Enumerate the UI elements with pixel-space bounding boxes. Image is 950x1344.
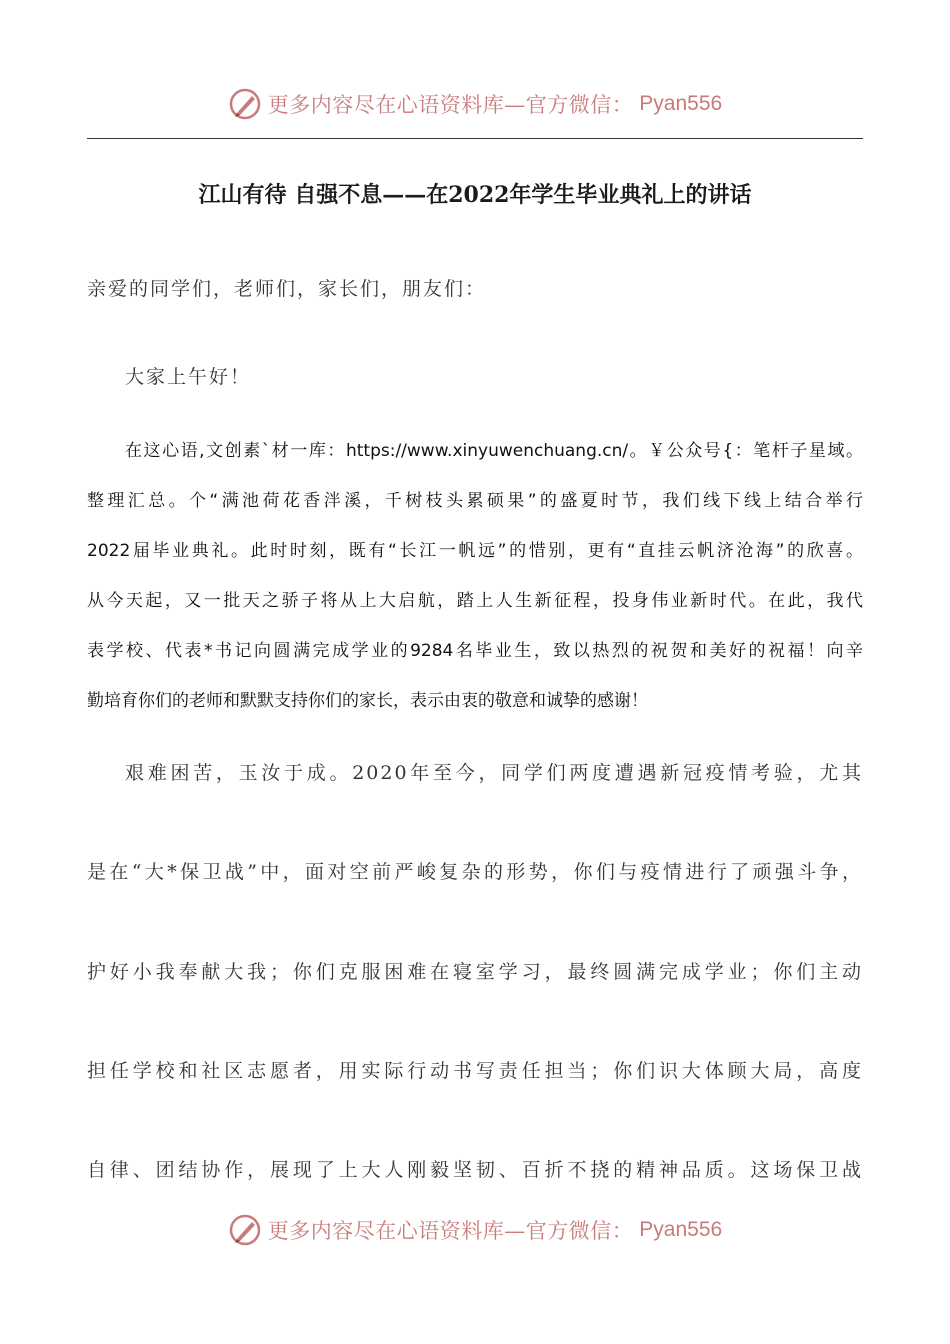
paragraph1-line: 在这心语,文创素`材一库：https://www.xinyuwenchuang.cn/。￥公众号{：笔杆子星域。 [125, 441, 863, 461]
paragraph2-line: 自律、团结协作，展现了上大人刚毅坚韧、百折不挠的精神品质。这场保卫战 [87, 1159, 863, 1181]
footer-banner-text: 更多内容尽在心语资料库—官方微信： [267, 1219, 634, 1243]
paragraph1-line: 勤培育你们的老师和默默支持你们的家长，表示由衷的敬意和诚挚的感谢！ [87, 691, 648, 711]
greeting: 大家上午好！ [125, 366, 252, 388]
header-wechat-id: Pyan556 [639, 92, 723, 115]
header-banner-text: 更多内容尽在心语资料库—官方微信： [267, 93, 634, 117]
header-divider [87, 138, 863, 139]
salutation: 亲爱的同学们，老师们，家长们，朋友们： [87, 278, 487, 300]
paragraph1-line: 2022届毕业典礼。此时时刻，既有“长江一帆远”的惜别，更有“直挂云帆济沧海”的欣喜。 [87, 541, 863, 561]
paragraph2-line: 担任学校和社区志愿者，用实际行动书写责任担当；你们识大体顾大局，高度 [87, 1060, 863, 1082]
paragraph1-line: 整理汇总。个“满池荷花香泮溪，千树枝头累硕果”的盛夏时节，我们线下线上结合举行 [87, 491, 863, 511]
paragraph1-line: 表学校、代表*书记向圆满完成学业的9284名毕业生，致以热烈的祝贺和美好的祝福！向辛 [87, 641, 863, 661]
pen-logo-icon [228, 87, 262, 121]
page-title: 江山有待 自强不息——在2022年学生毕业典礼上的讲话 [198, 182, 752, 208]
footer-banner [0, 1210, 950, 1250]
paragraph2-line: 艰难困苦，玉汝于成。2020年至今，同学们两度遭遇新冠疫情考验，尤其 [125, 762, 863, 784]
footer-wechat-id: Pyan556 [639, 1218, 723, 1241]
pen-logo-icon [228, 1213, 262, 1247]
paragraph2-line: 护好小我奉献大我；你们克服困难在寝室学习，最终圆满完成学业；你们主动 [87, 961, 863, 983]
header-banner [0, 84, 950, 124]
paragraph1-line: 从今天起，又一批天之骄子将从上大启航，踏上人生新征程，投身伟业新时代。在此，我代 [87, 591, 863, 611]
paragraph2-line: 是在“大*保卫战”中，面对空前严峻复杂的形势，你们与疫情进行了顽强斗争， [87, 861, 863, 883]
